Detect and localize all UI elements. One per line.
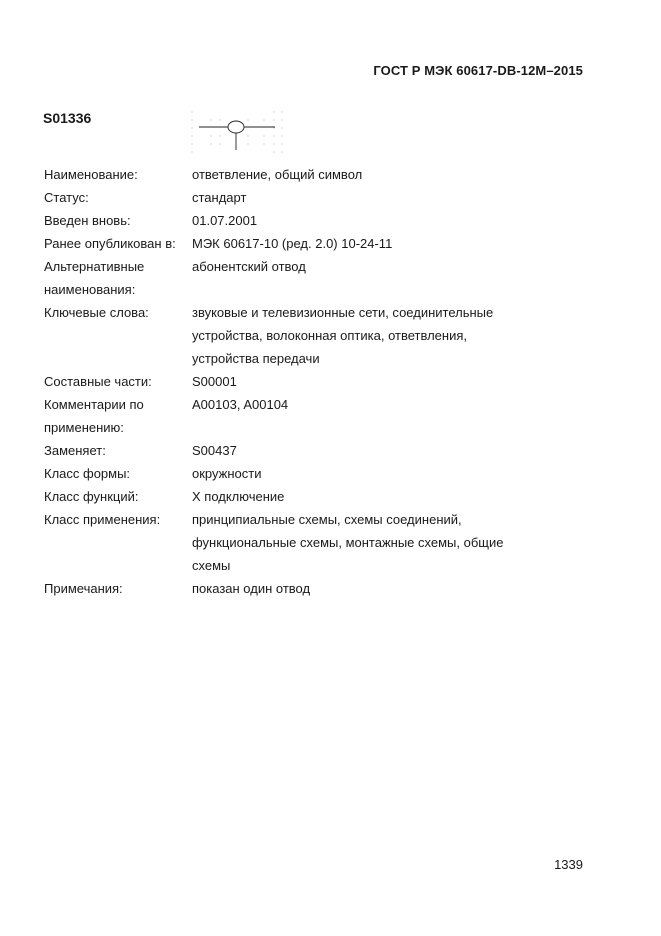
property-value-line: звуковые и телевизионные сети, соединительные: [192, 305, 494, 320]
document-header-title: ГОСТ Р МЭК 60617-DB-12M–2015: [373, 63, 583, 78]
property-value-line: A00103, A00104: [192, 397, 289, 412]
property-label-line: Альтернативные: [44, 259, 145, 274]
property-label: Класс формы:: [44, 466, 131, 481]
property-label: Ключевые слова:: [44, 305, 149, 320]
property-label-line: наименования:: [44, 282, 136, 297]
property-label: [44, 393, 192, 439]
property-value-line: S00001: [192, 374, 237, 389]
property-row-shape-class: [44, 462, 544, 485]
property-row-name: [44, 163, 544, 186]
property-label: Статус:: [44, 190, 89, 205]
property-value: [192, 577, 544, 600]
property-value: [192, 301, 544, 370]
symbol-properties-list: [44, 163, 544, 600]
property-value-line: МЭК 60617-10 (ред. 2.0) 10-24-11: [192, 236, 393, 251]
property-value: [192, 255, 544, 301]
property-value: [192, 462, 544, 485]
property-row-alternative-names: [44, 255, 544, 301]
property-value-line: показан один отвод: [192, 581, 311, 596]
property-label: Класс применения:: [44, 512, 161, 527]
property-row-notes: [44, 577, 544, 600]
property-row-components: [44, 370, 544, 393]
property-value-line: абонентский отвод: [192, 259, 306, 274]
property-label: Введен вновь:: [44, 213, 131, 228]
property-value: [192, 370, 544, 393]
property-value-line: 01.07.2001: [192, 213, 258, 228]
property-value-line: принципиальные схемы, схемы соединений,: [192, 512, 462, 527]
property-value: [192, 186, 544, 209]
property-label: Составные части:: [44, 374, 152, 389]
property-value: [192, 209, 544, 232]
property-value: [192, 439, 544, 462]
page-number: 1339: [554, 857, 583, 872]
property-row-keywords: [44, 301, 544, 370]
property-value: [192, 508, 544, 577]
property-value: [192, 163, 544, 186]
branch-circle-symbol-icon: [184, 108, 288, 160]
property-value-line: схемы: [192, 558, 231, 573]
property-value-line: устройства, волоконная оптика, ответвления,: [192, 328, 468, 343]
property-label: Ранее опубликован в:: [44, 236, 176, 251]
symbol-grid-dots: [191, 111, 282, 152]
property-label: Класс функций:: [44, 489, 139, 504]
property-label: [44, 255, 192, 301]
property-label-line: Комментарии по: [44, 397, 144, 412]
property-row-application-comments: [44, 393, 544, 439]
property-row-function-class: [44, 485, 544, 508]
property-row-introduced: [44, 209, 544, 232]
property-label: Заменяет:: [44, 443, 106, 458]
property-label: Примечания:: [44, 581, 123, 596]
property-value-line: стандарт: [192, 190, 247, 205]
property-value-line: X подключение: [192, 489, 285, 504]
property-value-line: функциональные схемы, монтажные схемы, общие: [192, 535, 504, 550]
symbol-code: S01336: [43, 110, 92, 126]
property-row-previously-published: [44, 232, 544, 255]
property-value-line: ответвление, общий символ: [192, 167, 363, 182]
property-value-line: окружности: [192, 466, 262, 481]
property-row-application-class: [44, 508, 544, 577]
property-value-line: устройства передачи: [192, 351, 320, 366]
property-value-line: S00437: [192, 443, 237, 458]
property-label-line: применению:: [44, 420, 124, 435]
property-label: Наименование:: [44, 167, 138, 182]
property-value: [192, 232, 544, 255]
property-value: [192, 393, 544, 439]
property-row-replaces: [44, 439, 544, 462]
property-value: [192, 485, 544, 508]
property-row-status: [44, 186, 544, 209]
